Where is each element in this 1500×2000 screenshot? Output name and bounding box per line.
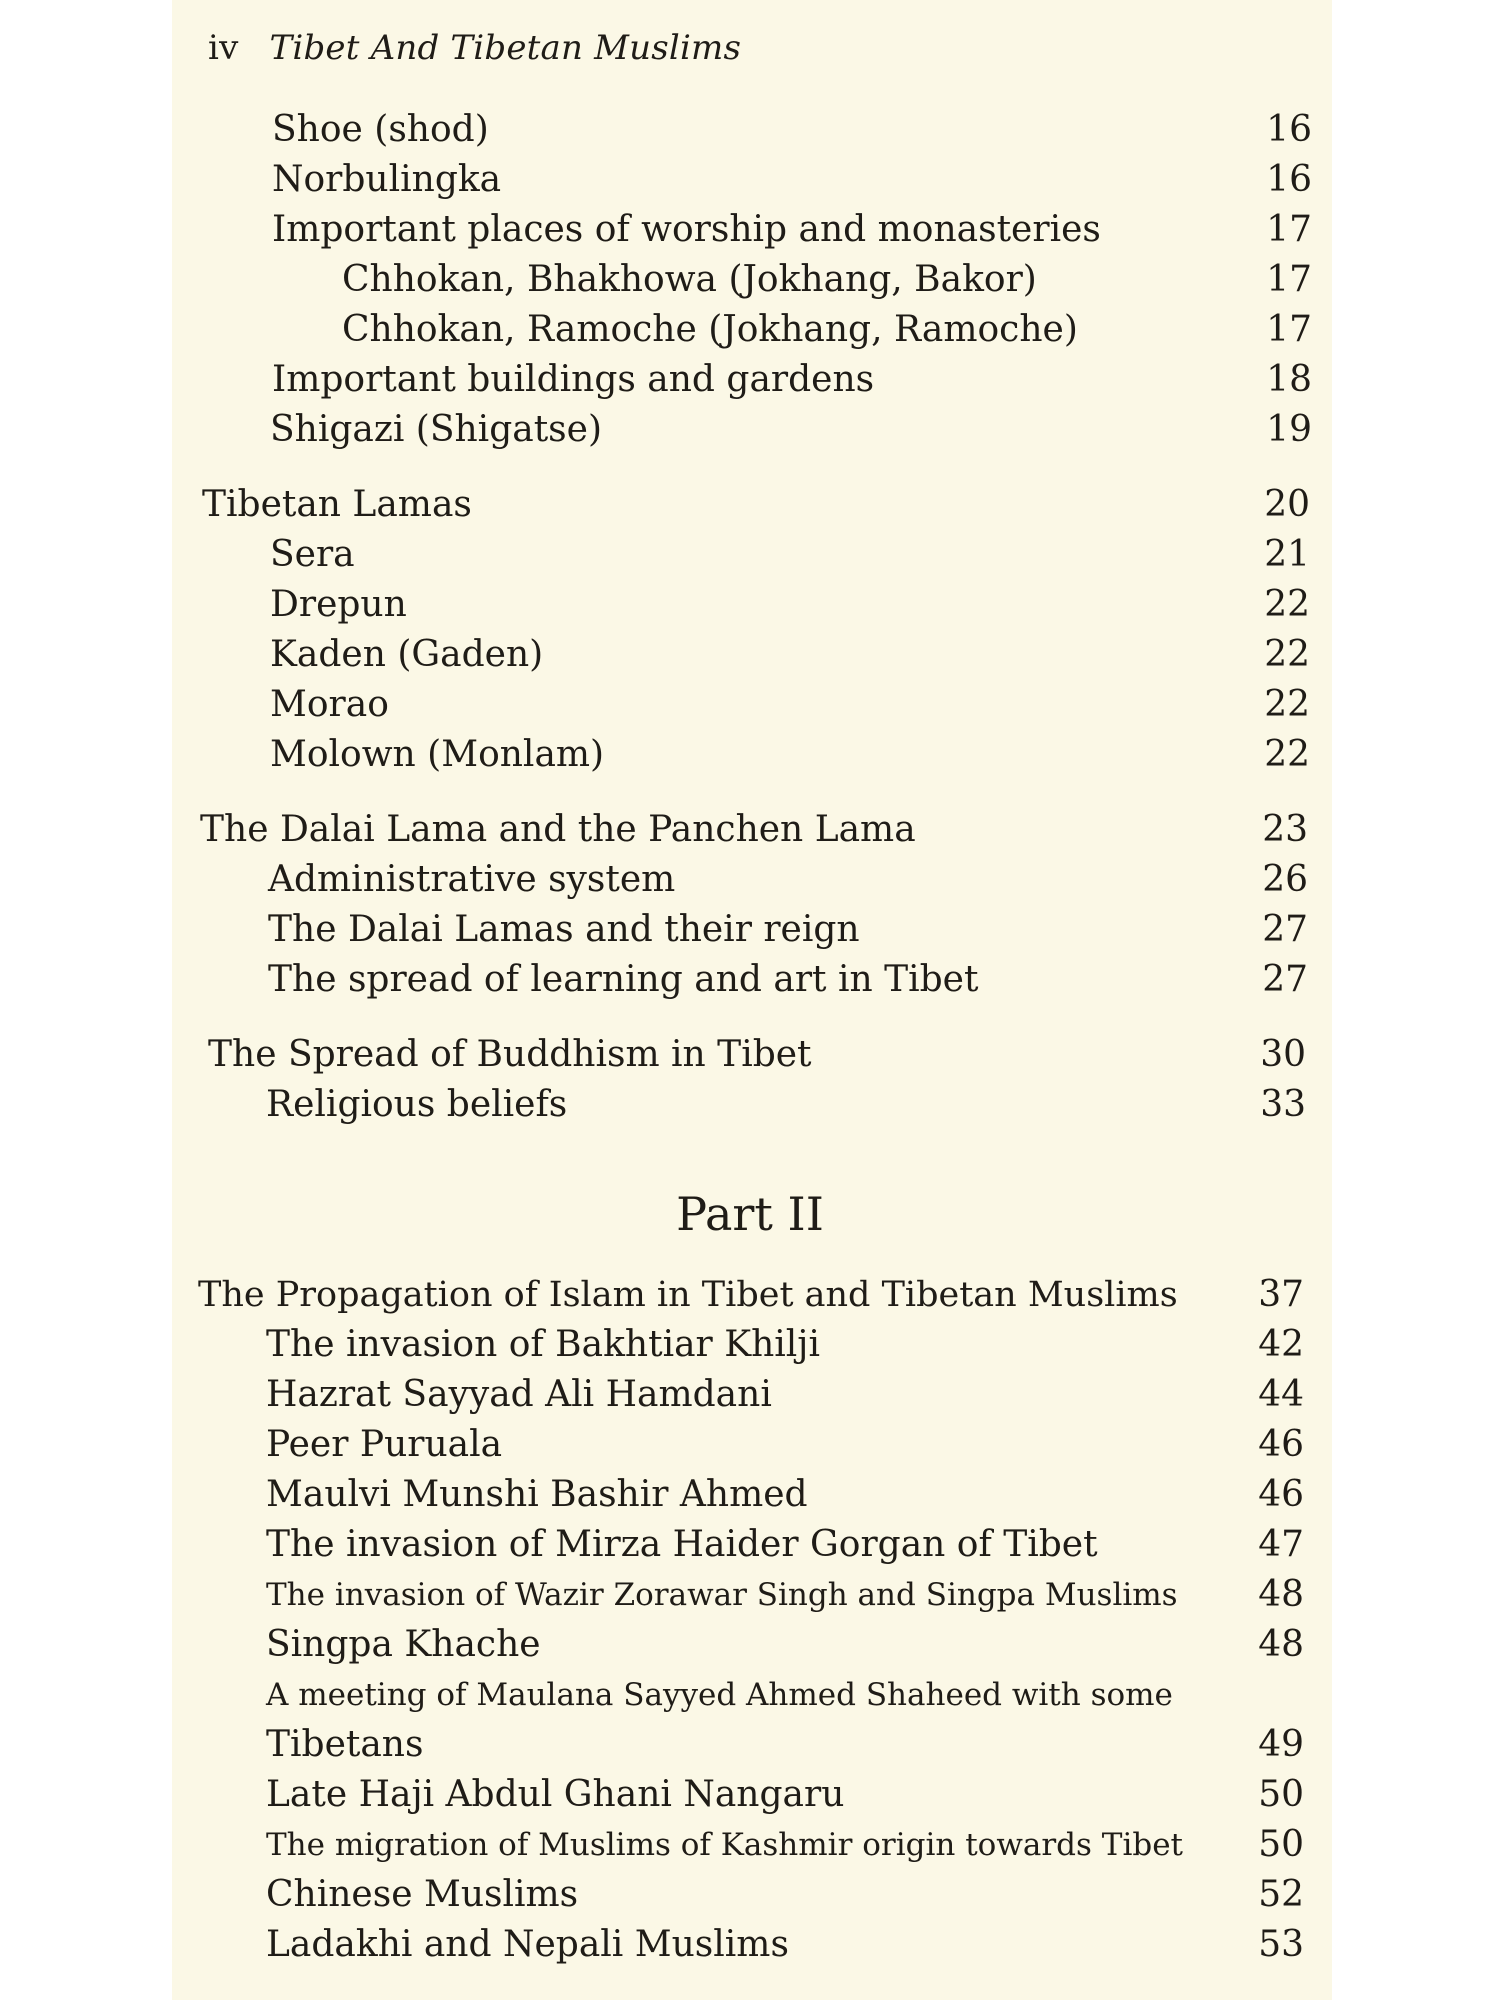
toc-entry: Hazrat Sayyad Ali Hamdani xyxy=(266,1374,772,1415)
toc-page-number: 19 xyxy=(1266,409,1312,450)
toc-chapter-entry: The Spread of Buddhism in Tibet xyxy=(208,1034,812,1075)
toc-page-number: 48 xyxy=(1258,1624,1304,1665)
toc-entry: Kaden (Gaden) xyxy=(270,634,544,675)
toc-page-number: 23 xyxy=(1262,809,1308,850)
toc-entry: Chhokan, Bhakhowa (Jokhang, Bakor) xyxy=(342,259,1037,300)
toc-page-number: 49 xyxy=(1258,1724,1304,1765)
toc-page-number: 16 xyxy=(1266,109,1312,150)
toc-entry: The spread of learning and art in Tibet xyxy=(268,959,979,1000)
toc-entry: Molown (Monlam) xyxy=(270,734,605,775)
toc-entry: The invasion of Bakhtiar Khilji xyxy=(266,1324,820,1365)
part-heading-text: Part II xyxy=(676,1187,824,1241)
toc-entry: Important places of worship and monasteries xyxy=(272,209,1101,250)
toc-page-number: 17 xyxy=(1266,259,1312,300)
toc-entry: Peer Puruala xyxy=(266,1424,503,1465)
toc-chapter-entry: Tibetan Lamas xyxy=(202,484,472,525)
toc-entry: Drepun xyxy=(270,584,407,625)
toc-page-number: 22 xyxy=(1264,634,1310,675)
toc-page-number: 26 xyxy=(1262,859,1308,900)
toc-entry: Chhokan, Ramoche (Jokhang, Ramoche) xyxy=(342,309,1078,350)
toc-entry: The Dalai Lamas and their reign xyxy=(268,909,860,950)
toc-page-number: 22 xyxy=(1264,734,1310,775)
toc-page-number: 46 xyxy=(1258,1474,1304,1515)
toc-page-number: 16 xyxy=(1266,159,1312,200)
toc-page-number: 52 xyxy=(1258,1874,1304,1915)
toc-page-number: 27 xyxy=(1262,959,1308,1000)
toc-entry: Religious beliefs xyxy=(266,1084,568,1125)
toc-entry: Tibetans xyxy=(266,1724,424,1765)
toc-page-number: 27 xyxy=(1262,909,1308,950)
toc-entry: Shigazi (Shigatse) xyxy=(270,409,602,450)
toc-page-number: 20 xyxy=(1264,484,1310,525)
toc-entry: The invasion of Wazir Zorawar Singh and Singpa Muslims xyxy=(266,1577,1178,1613)
toc-page-number: 50 xyxy=(1258,1824,1304,1865)
toc-page-number: 22 xyxy=(1264,584,1310,625)
toc-entry: Ladakhi and Nepali Muslims xyxy=(266,1924,789,1965)
toc-entry: Morao xyxy=(270,684,389,725)
toc-entry: The invasion of Mirza Haider Gorgan of Tibet xyxy=(266,1524,1098,1565)
toc-entry: Administrative system xyxy=(268,859,676,900)
toc-page-number: 22 xyxy=(1264,684,1310,725)
toc-entry: The migration of Muslims of Kashmir origin towards Tibet xyxy=(266,1827,1184,1863)
toc-page-number: 17 xyxy=(1266,209,1312,250)
toc-entry: Norbulingka xyxy=(272,159,502,200)
toc-entry: A meeting of Maulana Sayyed Ahmed Shaheed with some xyxy=(266,1677,1173,1713)
toc-page-number: 18 xyxy=(1266,359,1312,400)
toc-page-number: 42 xyxy=(1258,1324,1304,1365)
toc-page-number: 21 xyxy=(1264,534,1310,575)
toc-page-number: 46 xyxy=(1258,1424,1304,1465)
toc-page-number: 50 xyxy=(1258,1774,1304,1815)
toc-chapter-entry: The Dalai Lama and the Panchen Lama xyxy=(200,809,916,850)
toc-page-number: 33 xyxy=(1260,1084,1306,1125)
toc-page-number: 47 xyxy=(1258,1524,1304,1565)
toc-entry: Sera xyxy=(270,534,355,575)
toc-entry: Chinese Muslims xyxy=(266,1874,579,1915)
toc-entry: Singpa Khache xyxy=(266,1624,541,1665)
toc-page-number: 17 xyxy=(1266,309,1312,350)
header-page-number: iv xyxy=(208,28,239,68)
toc-page-number: 48 xyxy=(1258,1574,1304,1615)
toc-entry: Late Haji Abdul Ghani Nangaru xyxy=(266,1774,845,1815)
toc-page-number: 53 xyxy=(1258,1924,1304,1965)
toc-page-number: 44 xyxy=(1258,1374,1304,1415)
toc-entry: Maulvi Munshi Bashir Ahmed xyxy=(266,1474,808,1515)
toc-entry: Important buildings and gardens xyxy=(272,359,875,400)
toc-page-number: 37 xyxy=(1258,1274,1304,1315)
toc-entry: Shoe (shod) xyxy=(272,109,489,150)
toc-chapter-entry: The Propagation of Islam in Tibet and Tibetan Muslims xyxy=(198,1275,1178,1315)
toc-page-number: 30 xyxy=(1260,1034,1306,1075)
header-book-title: Tibet And Tibetan Muslims xyxy=(269,28,742,68)
